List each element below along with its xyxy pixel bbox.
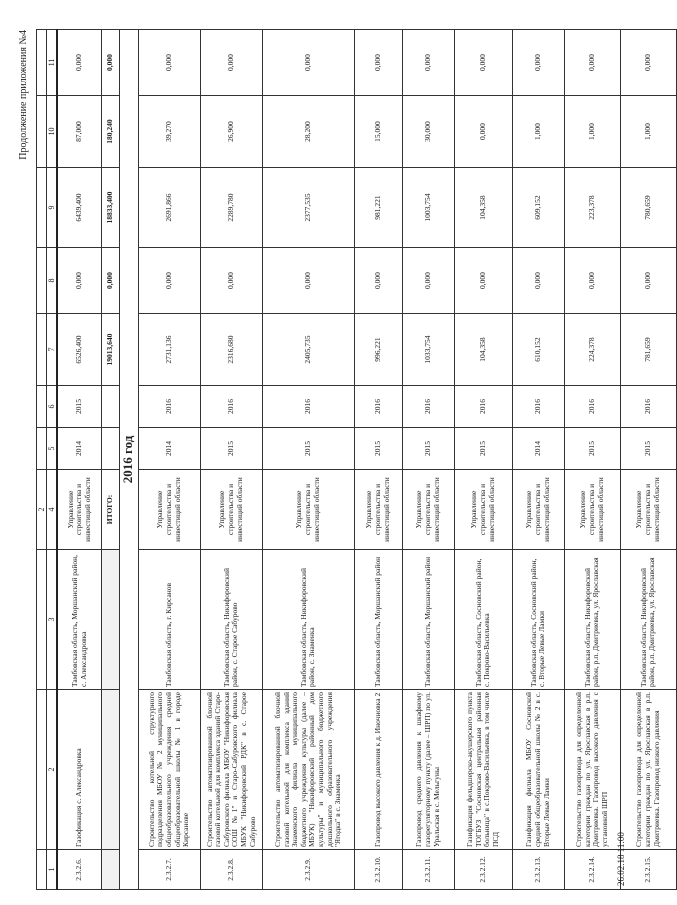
value-cell: 26,900	[200, 96, 262, 168]
object-name: Строительство газопровода для определенной категории граждан по ул. Ярославская в р.п. Дмитриевка. Газопровод высокого давления с установкой ШРП	[564, 690, 620, 850]
total-spacer	[101, 690, 119, 850]
object-name: Газофикация с. Александровка	[57, 690, 101, 850]
end-year: 2016	[620, 386, 676, 428]
value-cell: 0,000	[512, 248, 564, 314]
header-cell: 7	[47, 314, 58, 386]
value-cell: 104,358	[454, 314, 512, 386]
value-cell: 0,000	[454, 30, 512, 96]
start-year: 2015	[354, 428, 402, 470]
total-spacer	[101, 386, 119, 428]
total-value: 19013,640	[101, 314, 119, 386]
header-cell: 2	[47, 690, 58, 850]
header-cell	[37, 428, 47, 470]
table-row	[354, 30, 402, 890]
totals-row	[101, 30, 119, 890]
responsible-org: Управление строительства и инвестиций области	[200, 470, 262, 550]
total-value: 180,240	[101, 96, 119, 168]
header-number-row	[47, 30, 58, 890]
value-cell: 6526,400	[57, 314, 101, 386]
start-year: 2015	[402, 428, 454, 470]
value-cell: 1033,754	[402, 314, 454, 386]
value-cell: 2377,535	[262, 168, 354, 248]
value-cell: 0,000	[402, 30, 454, 96]
value-cell: 780,659	[620, 168, 676, 248]
total-spacer	[101, 850, 119, 890]
value-cell: 2289,780	[200, 168, 262, 248]
object-name: Строительство автоматизированной блочной газовой котельной для комплекса зданий Знаменского филиала муниципального бюджетного учреждения культуры (далее – МБУК) "Никифоровский районный дом культуры" и муниципального бюджетного дошкольного образовательного учреждения "Ягодка" в с. Знаменка	[262, 690, 354, 850]
value-cell: 0,000	[57, 30, 101, 96]
footer-stamp: 26.02.18 11:00	[616, 832, 626, 886]
end-year: 2016	[200, 386, 262, 428]
object-location: Тамбовская область, Моршанский район	[402, 550, 454, 690]
responsible-org: Управление строительства и инвестиций области	[138, 470, 200, 550]
object-location: Тамбовская область, Моршанский район, с. Александровка	[57, 550, 101, 690]
value-cell: 609,152	[512, 168, 564, 248]
row-number: 2.3.2.9.	[262, 850, 354, 890]
object-location: Тамбовская область, Сосновский район, с. Покрово-Васильевка	[454, 550, 512, 690]
value-cell: 2691,866	[138, 168, 200, 248]
value-cell: 0,000	[200, 248, 262, 314]
object-name: Газопровод высокого давления к д. Иночновка 2	[354, 690, 402, 850]
table-row	[200, 30, 262, 890]
value-cell: 1,000	[620, 96, 676, 168]
value-cell: 0,000	[402, 248, 454, 314]
value-cell: 0,000	[354, 248, 402, 314]
object-location: Тамбовская область, Моршанский район	[354, 550, 402, 690]
value-cell: 0,000	[138, 30, 200, 96]
total-value: 0,000	[101, 30, 119, 96]
header-cell	[37, 96, 47, 168]
value-cell: 0,000	[512, 30, 564, 96]
header-cell: 6	[47, 386, 58, 428]
table-row	[564, 30, 620, 890]
responsible-org: Управление строительства и инвестиций области	[454, 470, 512, 550]
value-cell: 0,000	[564, 248, 620, 314]
value-cell: 0,000	[454, 96, 512, 168]
total-spacer	[101, 550, 119, 690]
responsible-org: Управление строительства и инвестиций области	[564, 470, 620, 550]
header-cell: 10	[47, 96, 58, 168]
total-spacer	[101, 428, 119, 470]
end-year: 2016	[402, 386, 454, 428]
object-name: Строительство котельной структурного подразделения МБОУ № 2 муниципального общеобразовательного учреждения средней общеобразовательной школы № 1 в городе Кирсанове	[138, 690, 200, 850]
value-cell: 0,000	[354, 30, 402, 96]
rotated-sheet	[16, 30, 661, 890]
value-cell: 0,000	[454, 248, 512, 314]
end-year: 2016	[454, 386, 512, 428]
header-cell: 11	[47, 30, 58, 96]
value-cell: 1,000	[512, 96, 564, 168]
start-year: 2014	[57, 428, 101, 470]
start-year: 2014	[512, 428, 564, 470]
row-number: 2.3.2.14.	[564, 850, 620, 890]
value-cell: 0,000	[620, 248, 676, 314]
table-row	[620, 30, 676, 890]
header-cell	[37, 314, 47, 386]
table-row	[454, 30, 512, 890]
row-number: 2.3.2.6.	[57, 850, 101, 890]
responsible-org: Управление строительства и инвестиций области	[262, 470, 354, 550]
header-cell	[37, 850, 47, 890]
section-row	[119, 30, 138, 890]
value-cell: 28,200	[262, 96, 354, 168]
responsible-org: Управление строительства и инвестиций области	[512, 470, 564, 550]
end-year: 2016	[564, 386, 620, 428]
total-value: 0,000	[101, 248, 119, 314]
row-number: 2.3.2.10.	[354, 850, 402, 890]
end-year: 2016	[262, 386, 354, 428]
value-cell: 0,000	[262, 30, 354, 96]
value-cell: 87,000	[57, 96, 101, 168]
row-number: 2.3.2.8.	[200, 850, 262, 890]
end-year: 2015	[57, 386, 101, 428]
value-cell: 781,659	[620, 314, 676, 386]
header-cell: 8	[47, 248, 58, 314]
table-row	[57, 30, 101, 890]
start-year: 2015	[454, 428, 512, 470]
object-name: Газификация фельдшерско-акушерского пункта ТОГБУЗ "Сосновская центральная районная больница" в с.Покрово-Васильевка, в том числе ПСД	[454, 690, 512, 850]
object-location: Тамбовская область, Никифоровский район, с. Знаменка	[262, 550, 354, 690]
value-cell: 104,358	[454, 168, 512, 248]
value-cell: 0,000	[200, 30, 262, 96]
object-location: Тамбовская область, Никифоровский район, р.п. Дмитриевка, ул. Ярославская	[620, 550, 676, 690]
header-cell	[37, 690, 47, 850]
value-cell: 224,378	[564, 314, 620, 386]
end-year: 2016	[512, 386, 564, 428]
object-name: Строительство газопровода для определенной категории граждан по ул. Ярославская в р.п. Дмитриевка. Газопровод низкого давления	[620, 690, 676, 850]
object-location: Тамбовская область, Сосновский район, с. Вторые Левые Ламки	[512, 550, 564, 690]
value-cell: 1003,754	[402, 168, 454, 248]
section-year-heading: 2016 год	[119, 30, 138, 890]
row-number: 2.3.2.12.	[454, 850, 512, 890]
value-cell: 2731,136	[138, 314, 200, 386]
header-cell	[37, 386, 47, 428]
header-cell: 2	[37, 470, 47, 550]
header-cell: 9	[47, 168, 58, 248]
value-cell: 2316,680	[200, 314, 262, 386]
responsible-org: Управление строительства и инвестиций области	[57, 470, 101, 550]
value-cell: 30,000	[402, 96, 454, 168]
row-number: 2.3.2.15.	[620, 850, 676, 890]
responsible-org: Управление строительства и инвестиций области	[354, 470, 402, 550]
total-label: ИТОГО:	[101, 470, 119, 550]
start-year: 2014	[138, 428, 200, 470]
table-row	[138, 30, 200, 890]
value-cell: 223,378	[564, 168, 620, 248]
row-number: 2.3.2.11.	[402, 850, 454, 890]
table-body	[138, 30, 676, 890]
value-cell: 39,270	[138, 96, 200, 168]
object-location: Тамбовская область, Никифоровский район, р.п. Дмитриевка, ул. Ярославская	[564, 550, 620, 690]
value-cell: 0,000	[620, 30, 676, 96]
value-cell: 0,000	[564, 30, 620, 96]
header-cell	[37, 248, 47, 314]
object-location: Тамбовская область, Никифоровский район, с. Старое Сабурово	[200, 550, 262, 690]
value-cell: 1,000	[564, 96, 620, 168]
value-cell: 15,000	[354, 96, 402, 168]
table-row	[262, 30, 354, 890]
end-year: 2016	[138, 386, 200, 428]
start-year: 2015	[262, 428, 354, 470]
header-cell	[37, 30, 47, 96]
start-year: 2015	[620, 428, 676, 470]
object-name: Газификация филиала МБОУ Сосновской средней общеобразовательной школы № 2 в с. Вторые Левые Ламки	[512, 690, 564, 850]
header-cell	[37, 168, 47, 248]
value-cell: 6439,400	[57, 168, 101, 248]
header-cell: 3	[47, 550, 58, 690]
header-cell: 4	[47, 470, 58, 550]
object-name: Строительство автоматизированной блочной газовой котельной для комплекса зданий Старо-Сабуровского филиала МБОУ "Никифоровская СОШ №1" и Старо-Сабуровского филиала МБУК "Никифоровский РДК" в с. Старое Сабурово	[200, 690, 262, 850]
value-cell: 996,221	[354, 314, 402, 386]
header-cell	[37, 550, 47, 690]
value-cell: 610,152	[512, 314, 564, 386]
responsible-org: Управление строительства и инвестиций области	[402, 470, 454, 550]
table-row	[402, 30, 454, 890]
responsible-org: Управление строительства и инвестиций области	[620, 470, 676, 550]
object-name: Газопровод среднего давления к шкафному газорегуляторному пункту (далее – ШРП) по ул. Уральская в с. Мельгуны	[402, 690, 454, 850]
value-cell: 0,000	[138, 248, 200, 314]
start-year: 2015	[564, 428, 620, 470]
total-value: 18833,400	[101, 168, 119, 248]
value-cell: 0,000	[57, 248, 101, 314]
row-number: 2.3.2.7.	[138, 850, 200, 890]
value-cell: 981,221	[354, 168, 402, 248]
investment-table	[36, 29, 677, 890]
start-year: 2015	[200, 428, 262, 470]
end-year: 2016	[354, 386, 402, 428]
header-cell: 5	[47, 428, 58, 470]
value-cell: 2405,735	[262, 314, 354, 386]
header-cell: 1	[47, 850, 58, 890]
appendix-label: Продолжение приложения №4	[18, 30, 29, 160]
value-cell: 0,000	[262, 248, 354, 314]
row-number: 2.3.2.13.	[512, 850, 564, 890]
object-location: Тамбовская область, г. Кирсанов	[138, 550, 200, 690]
header-group-row	[37, 30, 47, 890]
table-row	[512, 30, 564, 890]
